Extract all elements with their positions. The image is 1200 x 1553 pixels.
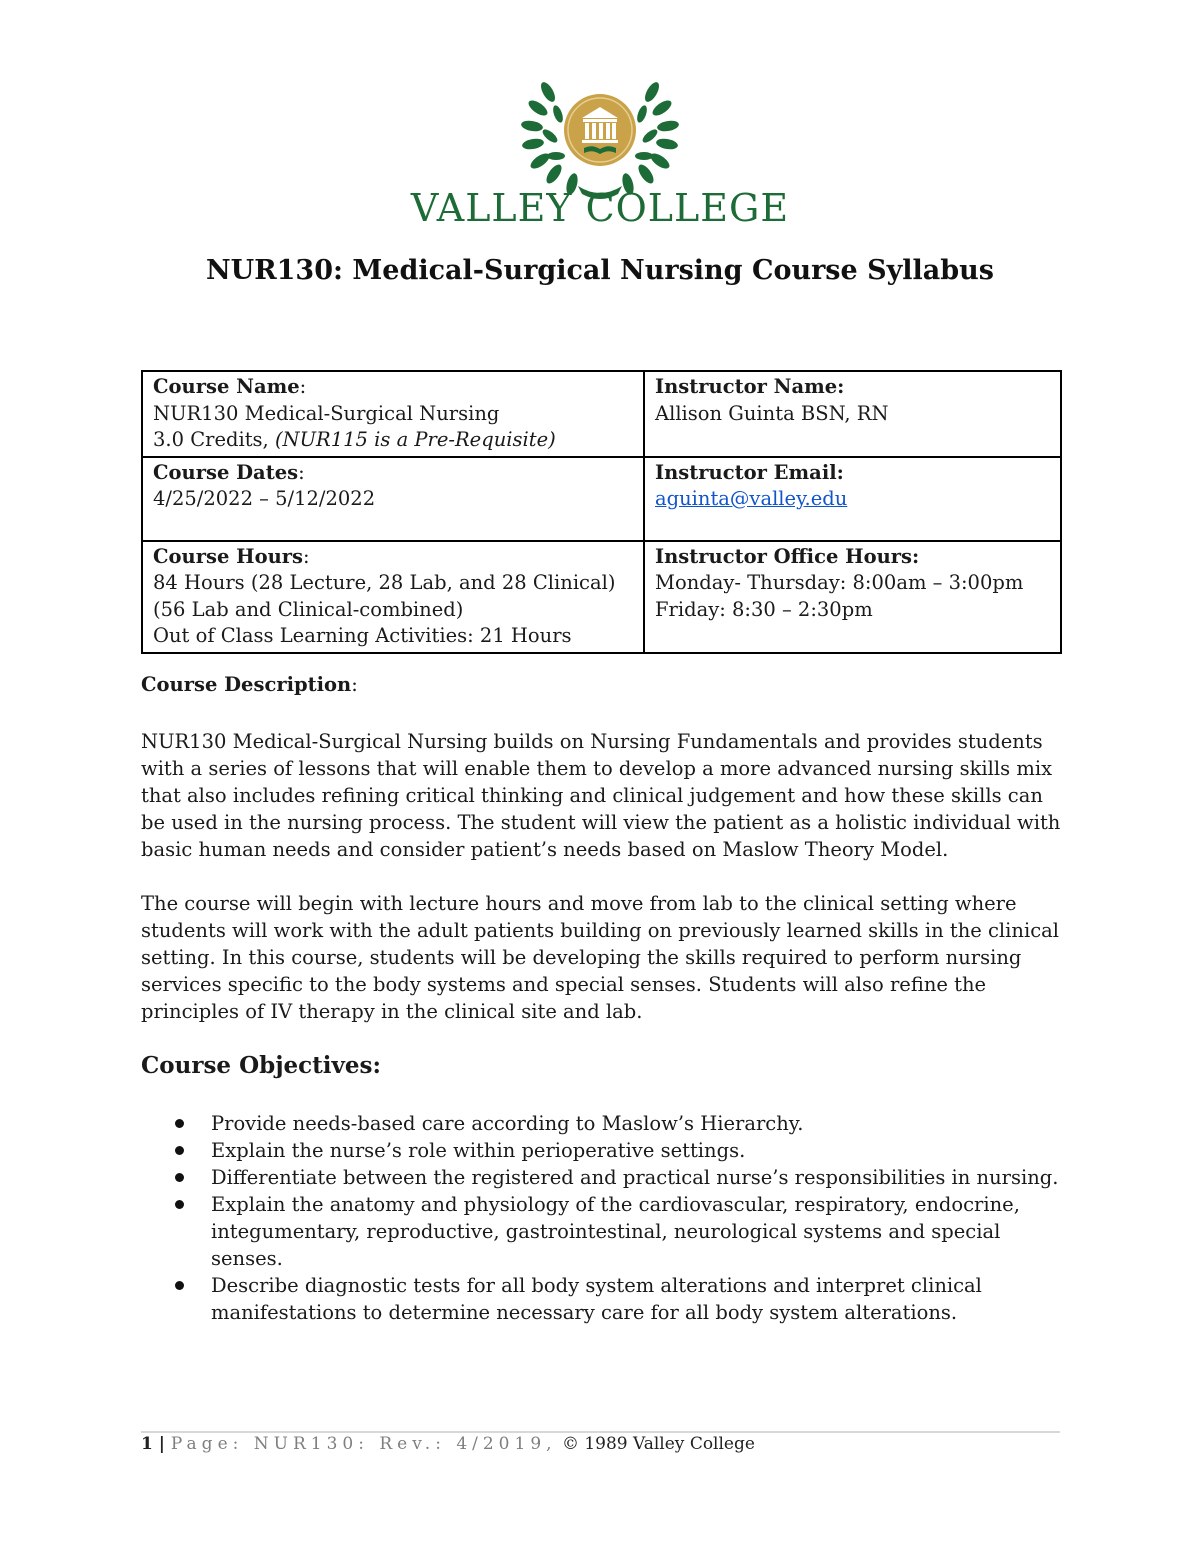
footer-copyright: © 1989 Valley College [556,1434,755,1454]
document-title: NUR130: Medical-Surgical Nursing Course Syllabus [205,255,994,286]
objective-text: Differentiate between the registered and practical nurse’s responsibilities in nursing. [211,1166,1059,1189]
list-item [141,1191,1071,1272]
institution-wordmark: VALLEY COLLEGE [410,186,790,230]
course-hours-out-of-class: Out of Class Learning Activities: 21 Hours [153,624,572,647]
instructor-email-label: Instructor Email: [655,460,844,484]
course-description-paragraph-1: NUR130 Medical-Surgical Nursing builds on Nursing Fundamentals and provides students with a series of lessons that will enable them to develop a more advanced nursing skills mix that also includes refining critical thinking and clinical judgement and how these skills can be used in the nursing process. The student will view the patient as a holistic individual with basic human needs and consider patient’s needs based on Maslow Theory Model. [141,730,1061,861]
course-dates-label: Course Dates [153,460,299,484]
course-info-table [141,370,1062,654]
course-objectives-list [141,1110,1071,1326]
course-dates-cell [142,457,644,541]
course-name-cell [142,371,644,457]
course-hours-total: 84 Hours (28 Lecture, 28 Lab, and 28 Clinical) [153,571,616,594]
footer-page-label: Page: NUR130: Rev.: 4/2019, [170,1434,557,1454]
course-hours-colon: : [303,544,310,568]
instructor-name-value: Allison Guinta BSN, RN [655,401,889,425]
course-description-heading [141,673,358,696]
instructor-name-label: Instructor Name: [655,375,845,398]
bullet-icon [175,1200,184,1209]
objective-text: Describe diagnostic tests for all body system alterations and interpret clinical manifestations to determine necessary care for all body system alterations. [211,1274,982,1324]
course-hours-label: Course Hours [153,544,304,568]
bullet-icon [175,1119,184,1128]
course-hours-cell [142,541,644,653]
list-item [141,1110,1071,1137]
course-prerequisite: (NUR115 is a Pre-Requisite) [274,428,556,451]
page-number: 1 [141,1434,153,1454]
list-item [141,1272,1071,1326]
course-hours-combined: (56 Lab and Clinical-combined) [153,597,464,621]
list-item [141,1137,1071,1164]
bullet-icon [175,1146,184,1155]
objective-text: Explain the anatomy and physiology of the cardiovascular, respiratory, endocrine, integumentary, reproductive, gastrointestinal, neurological systems and special senses. [211,1193,1020,1270]
table-row [142,541,1061,653]
instructor-email-link[interactable]: aguinta@valley.edu [655,487,848,510]
footer-divider [141,1431,1060,1433]
footer-separator: | [152,1434,171,1454]
office-hours-weekday: Monday- Thursday: 8:00am – 3:00pm [655,571,1024,594]
course-description-paragraph-2: The course will begin with lecture hours and move from lab to the clinical setting where students will work with the adult patients building on previously learned skills in the clinical setting. In this course, students will be developing the skills required to perform nursing services specific to the body systems and special senses. Students will also refine the principles of IV therapy in the clinical site and lab. [141,892,1059,1023]
list-item [141,1164,1071,1191]
office-hours-friday: Friday: 8:30 – 2:30pm [655,597,873,621]
bullet-icon [175,1173,184,1182]
course-name-label: Course Name [153,375,300,398]
course-name-colon: : [299,375,307,398]
course-dates-value: 4/25/2022 – 5/12/2022 [153,487,376,510]
course-description-heading-colon: : [351,673,358,696]
instructor-name-cell [644,371,1061,457]
office-hours-cell [644,541,1061,653]
objective-text: Explain the nurse’s role within perioperative settings. [211,1139,746,1162]
bullet-icon [175,1281,184,1290]
course-credits: 3.0 Credits, [153,428,275,451]
course-dates-colon: : [298,460,305,484]
objective-text: Provide needs-based care according to Maslow’s Hierarchy. [211,1112,804,1135]
college-logo-emblem [520,74,680,204]
course-objectives-heading: Course Objectives: [141,1052,381,1079]
course-name-value: NUR130 Medical-Surgical Nursing [153,401,500,425]
office-hours-label: Instructor Office Hours: [655,544,920,568]
table-row [142,457,1061,541]
page-footer [141,1434,755,1454]
table-row [142,371,1061,457]
course-description-heading-text: Course Description [141,673,352,696]
instructor-email-cell [644,457,1061,541]
